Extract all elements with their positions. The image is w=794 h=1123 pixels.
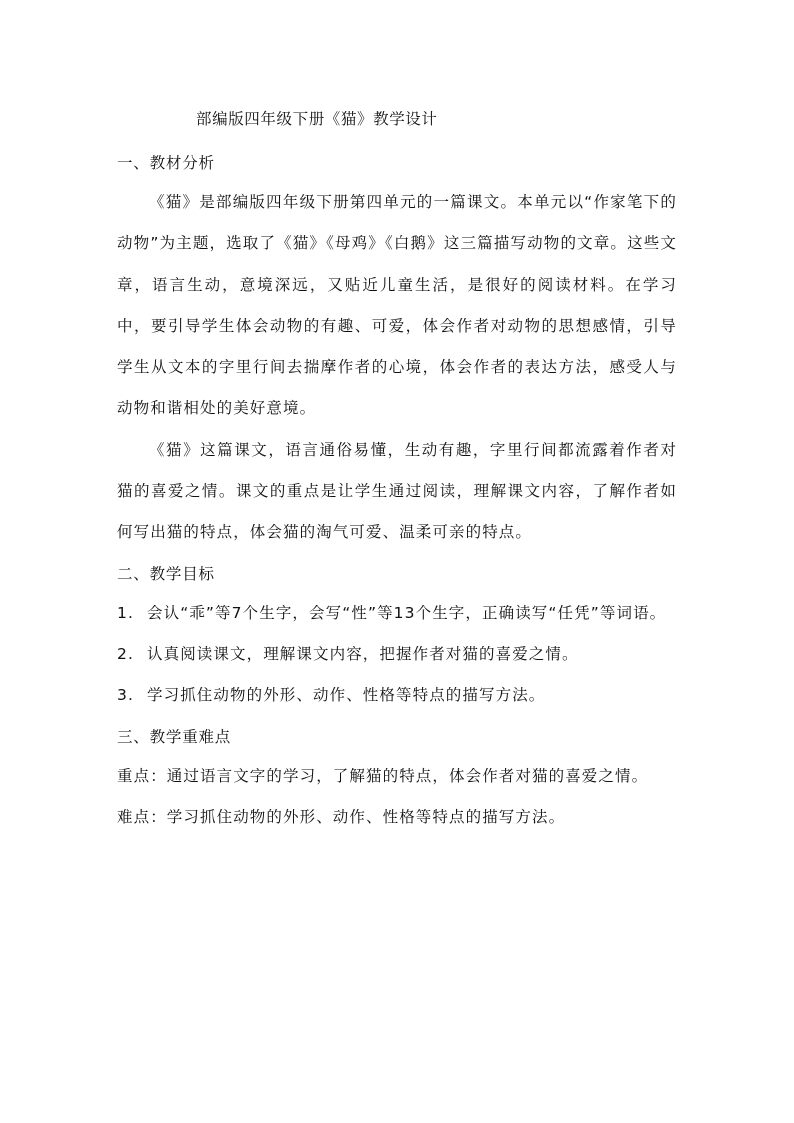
paragraph-material-analysis-2: 《猫》这篇课文，语言通俗易懂，生动有趣，字里行间都流露着作者对猫的喜爱之情。课文的重点是让学生通过阅读，理解课文内容，了解作者如何写出猫的特点，体会猫的淘气可爱、温柔可亲的特点。 [117, 440, 677, 542]
paragraph-material-analysis-1: 《猫》是部编版四年级下册第四单元的一篇课文。本单元以“作家笔下的动物”为主题，选取了《猫》《母鸡》《白鹅》这三篇描写动物的文章。这些文章，语言生动，意境深远，又贴近儿童生活，是很好的阅读材料。在学习中，要引导学生体会动物的有趣、可爱，体会作者对动物的思想感情，引导学生从文本的字里行间去揣摩作者的心境，体会作者的表达方法，感受人与动物和谐相处的美好意境。 [117, 193, 677, 418]
list-item-text: 学习抓住动物的外形、动作、性格等特点的描写方法。 [147, 686, 546, 705]
section-heading-key-difficult-points: 三、教学重难点 [117, 727, 232, 746]
list-item-text: 认真阅读课文，理解课文内容，把握作者对猫的喜爱之情。 [147, 644, 579, 663]
list-item-objective-1 [117, 593, 677, 634]
list-item-text: 会认“乖”等7个生字，会写“性”等13个生字，正确读写“任凭”等词语。 [147, 603, 667, 622]
list-item-objective-2 [117, 634, 677, 675]
list-item-objective-3 [117, 675, 677, 716]
paragraph-difficult-point: 难点：学习抓住动物的外形、动作、性格等特点的描写方法。 [117, 807, 566, 826]
section-heading-teaching-objectives: 二、教学目标 [117, 564, 215, 583]
paragraph-key-point: 重点：通过语言文字的学习，了解猫的特点，体会作者对猫的喜爱之情。 [117, 766, 649, 785]
document-title: 部编版四年级下册《猫》教学设计 [196, 110, 438, 128]
section-heading-material-analysis: 一、教材分析 [117, 154, 215, 172]
list-number: 1. [117, 603, 134, 622]
list-number: 3. [117, 686, 134, 705]
document-body [117, 145, 677, 838]
list-number: 2. [117, 644, 134, 663]
